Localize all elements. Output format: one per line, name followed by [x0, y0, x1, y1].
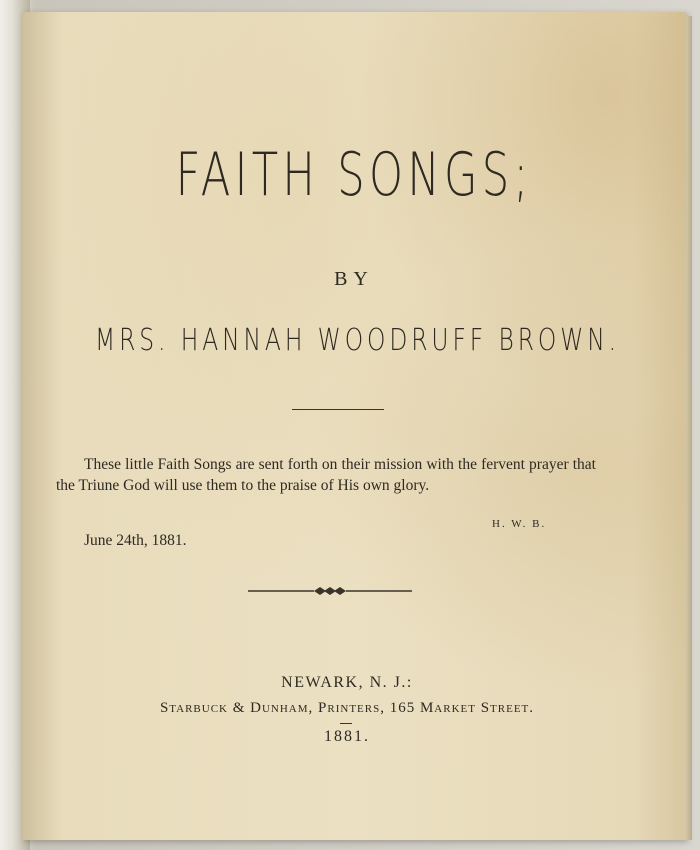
page-edge	[686, 16, 692, 840]
by-line: BY	[334, 268, 374, 290]
author-name: MRS. HANNAH WOODRUFF BROWN.	[95, 323, 620, 358]
dedication-text: These little Faith Songs are sent forth on their mission with the fervent prayer that the Triune God will use them to the praise of His own glory.	[56, 456, 596, 494]
dedication-date: June 24th, 1881.	[84, 532, 187, 549]
divider-rule	[292, 409, 384, 410]
book-title: FAITH SONGS;	[175, 140, 533, 210]
imprint-year: 1881.	[324, 728, 370, 745]
year-mark	[340, 723, 352, 724]
imprint-place: NEWARK, N. J.:	[281, 674, 413, 691]
author-initials: H. W. B.	[492, 518, 547, 530]
title-page	[22, 12, 686, 840]
imprint-printer: Starbuck & Dunham, Printers, 165 Market Street.	[159, 700, 535, 716]
ornament-divider	[248, 583, 412, 599]
